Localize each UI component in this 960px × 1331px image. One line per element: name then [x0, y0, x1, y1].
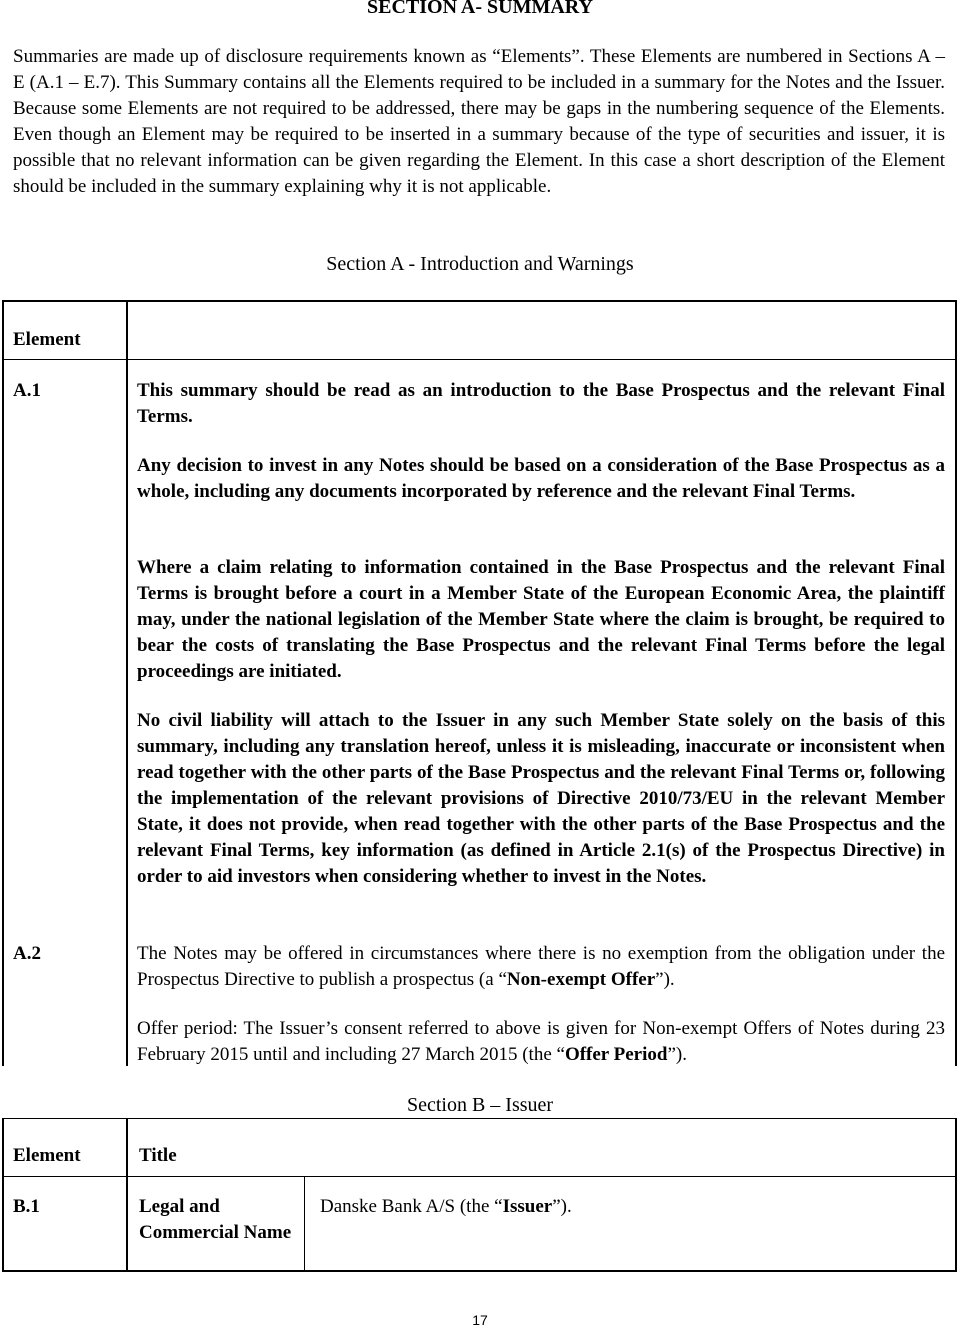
section-b-heading: Section B – Issuer: [406, 1094, 554, 1116]
table-b-left-border: [2, 1118, 4, 1272]
a2-paragraph-offer-period: Offer period: The Issuer’s consent referred to above is given for Non-exempt Offers of Notes during 23 February 2015 until and including 27 March 2015 (the “Offer Period”).: [137, 1018, 945, 1065]
b1-value-cell: Danske Bank A/S (the “Issuer”).: [320, 1196, 572, 1217]
table-b-bottom-border: [2, 1270, 957, 1272]
table-a-right-border: [955, 300, 957, 1066]
section-a-heading: Section A - Introduction and Warnings: [326, 253, 634, 275]
intro-paragraph: Summaries are made up of disclosure requirements known as “Elements”. These Elements are numbered in Sections A – E (A.1 – E.7). This Summary contains all the Elements required to be included in a summary for the Notes and the Issuer. Because some Elements are not required to be addressed, there may be gaps in the numbering sequence of the Elements. Even though an Element may be required to be inserted in a summary because of the type of securities and issuer, it is possible that no relevant information can be given regarding the Element. In this case a short description of the Element should be included in the summary explaining why it is not applicable.: [13, 46, 945, 197]
defined-term: Non-exempt Offer: [506, 969, 656, 990]
defined-term: Issuer: [502, 1196, 553, 1217]
page-number: 17: [472, 1312, 488, 1328]
defined-term: Offer Period: [564, 1044, 668, 1065]
b1-title-cell: Legal and Commercial Name: [139, 1196, 292, 1243]
element-label-a1: A.1: [13, 380, 41, 401]
table-b-top-border: [2, 1118, 957, 1119]
table-a-column-divider: [126, 300, 128, 1066]
a1-paragraph-investment-decision: Any decision to invest in any Notes should be based on a consideration of the Base Prospectus as a whole, including any documents incorporated by reference and the relevant Final Terms.: [137, 455, 945, 502]
table-a-header-divider: [2, 359, 957, 360]
a1-paragraph-introduction: This summary should be read as an introduction to the Base Prospectus and the relevant Final Terms.: [137, 380, 945, 427]
table-b-column-divider-1: [126, 1118, 128, 1272]
element-column-header: Element: [13, 1145, 81, 1166]
a1-paragraph-civil-liability: No civil liability will attach to the Issuer in any such Member State solely on the basis of this summary, including any translation hereof, unless it is misleading, inaccurate or inconsistent when read together with the other parts of the Base Prospectus and the relevant Final Terms or, following the implementation of the relevant provisions of Directive 2010/73/EU in the relevant Member State, it does not provide, when read together with the other parts of the Base Prospectus and the relevant Final Terms, key information (as defined in Article 2.1(s) of the Prospectus Directive) in order to aid investors when considering whether to invest in the Notes.: [137, 710, 945, 887]
element-label-b1: B.1: [13, 1196, 40, 1217]
table-a-left-border: [2, 300, 4, 1066]
table-b-column-divider-2: [304, 1176, 305, 1271]
table-b-right-border: [955, 1118, 957, 1272]
table-a-top-border: [2, 300, 957, 302]
table-b-header-divider: [2, 1176, 957, 1177]
title-column-header: Title: [139, 1145, 177, 1166]
element-column-header: Element: [13, 329, 81, 350]
element-label-a2: A.2: [13, 943, 41, 964]
document-title: SECTION A- SUMMARY: [367, 0, 593, 18]
a2-paragraph-non-exempt-offer: The Notes may be offered in circumstances where there is no exemption from the obligation under the Prospectus Directive to publish a prospectus (a “Non-exempt Offer”).: [137, 943, 945, 990]
a1-paragraph-claims: Where a claim relating to information contained in the Base Prospectus and the relevant Final Terms is brought before a court in a Member State of the European Economic Area, the plaintiff may, under the national legislation of the Member State where the claim is brought, be required to bear the costs of translating the Base Prospectus and the relevant Final Terms before the legal proceedings are initiated.: [137, 557, 945, 682]
